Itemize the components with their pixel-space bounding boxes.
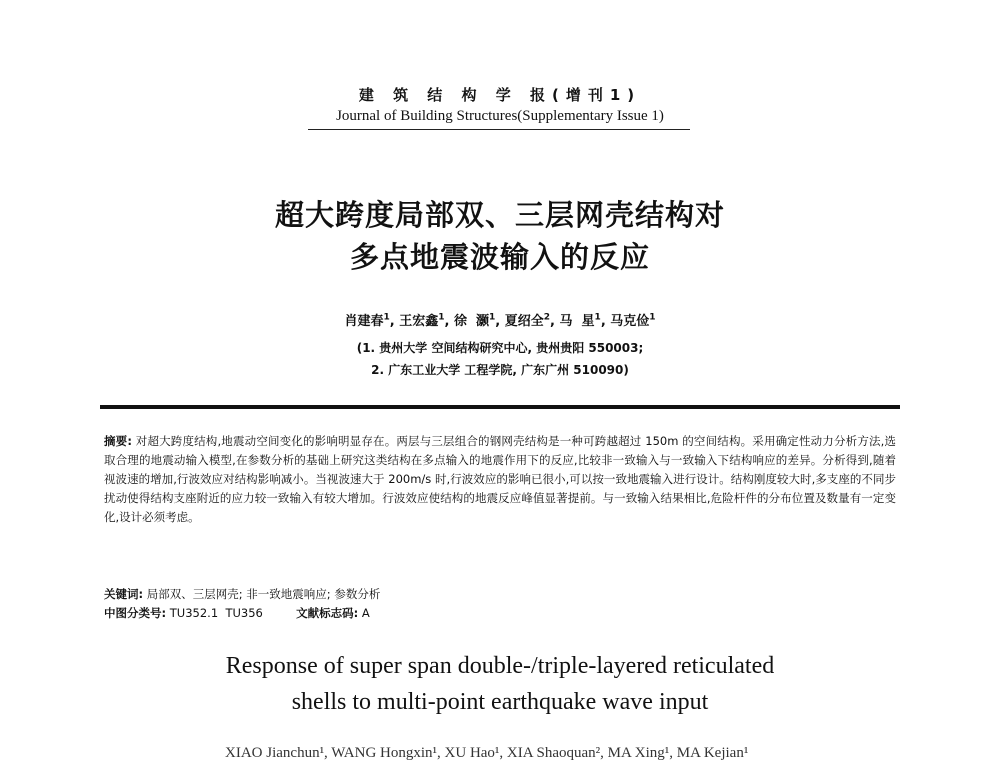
classification-label: 中图分类号: bbox=[104, 606, 167, 620]
document-code: A bbox=[361, 606, 370, 620]
author-list: 肖建春$^1$, 王宏鑫$^1$, 徐 灏$^1$, 夏绍全$^2$, 马 星$^1$, 马克俭$^1$ bbox=[344, 312, 656, 329]
author-affil-mark: 1 bbox=[594, 312, 601, 323]
document-code-label: 文献标志码: bbox=[296, 606, 359, 620]
keywords-label: 关键词: bbox=[104, 587, 144, 601]
paper-title-cn-line2: 多点地震波输入的反应 bbox=[349, 240, 650, 274]
journal-name-en: Journal of Building Structures(Supplementary Issue 1) bbox=[336, 108, 664, 124]
paper-title-cn bbox=[0, 194, 1000, 278]
author-affil-mark: 1 bbox=[383, 312, 390, 323]
header-underline bbox=[308, 129, 690, 130]
paper-title-cn-line1: 超大跨度局部双、三层网壳结构对 bbox=[274, 198, 725, 232]
author-affil-mark: 1 bbox=[649, 312, 656, 323]
author: 马克俭 bbox=[610, 314, 650, 329]
classification bbox=[104, 604, 370, 623]
journal-name-cn: 建 筑 结 构 学 报(增刊1) bbox=[358, 86, 642, 104]
author: 王宏鑫 bbox=[399, 314, 439, 329]
keywords bbox=[104, 585, 380, 604]
paper-title-en-line1: Response of super span double-/triple-layered reticulated bbox=[225, 653, 775, 679]
keywords-text: 局部双、三层网壳; 非一致地震响应; 参数分析 bbox=[146, 587, 381, 601]
classification-codes: TU352.1 TU356 bbox=[169, 606, 263, 620]
english-author-line: XIAO Jianchun¹, WANG Hongxin¹, XU Hao¹, XIA Shaoquan², MA Xing¹, MA Kejian¹ bbox=[225, 745, 749, 760]
section-divider bbox=[100, 405, 900, 409]
author: 肖建春 bbox=[344, 314, 384, 329]
author: 夏绍全 bbox=[504, 314, 544, 329]
author-affil-mark: 1 bbox=[489, 312, 496, 323]
author: 徐 灏 bbox=[453, 314, 489, 329]
paper-title-en-line2: shells to multi-point earthquake wave input bbox=[291, 689, 709, 715]
paper-title-en bbox=[0, 648, 1000, 720]
affiliation-1: (1. 贵州大学 空间结构研究中心, 贵州贵阳 550003; bbox=[356, 341, 644, 355]
author-affil-mark: 2 bbox=[543, 312, 551, 323]
abstract-text: 对超大跨度结构,地震动空间变化的影响明显存在。两层与三层组合的钢网壳结构是一种可跨越超过 150m 的空间结构。采用确定性动力分析方法,选取合理的地震动输入模型,在参数分析的基础上研究这类结构在多点输入的地震作用下的反应,比较非一致输入与一致输入下结构响应的差异。分析得到,随着视波速的增加,行波效应对结构影响减小。当视波速大于 200m/s 时,行波效应的影响已很小,可以按一致地震输入进行设计。结构刚度较大时,多支座的不同步扰动使得结构支座附近的应力较一致输入有较大增加。行波效应使结构的地震反应峰值显著提前。与一致输入结果相比,危险杆件的分布位置及数量有一定变化,设计必须考虑。 bbox=[104, 434, 896, 524]
affiliation-2: 2. 广东工业大学 工程学院, 广东广州 510090) bbox=[371, 363, 629, 377]
abstract bbox=[104, 432, 896, 527]
abstract-label: 摘要: bbox=[104, 434, 132, 448]
author: 马 星 bbox=[559, 314, 595, 329]
author-affil-mark: 1 bbox=[438, 312, 445, 323]
